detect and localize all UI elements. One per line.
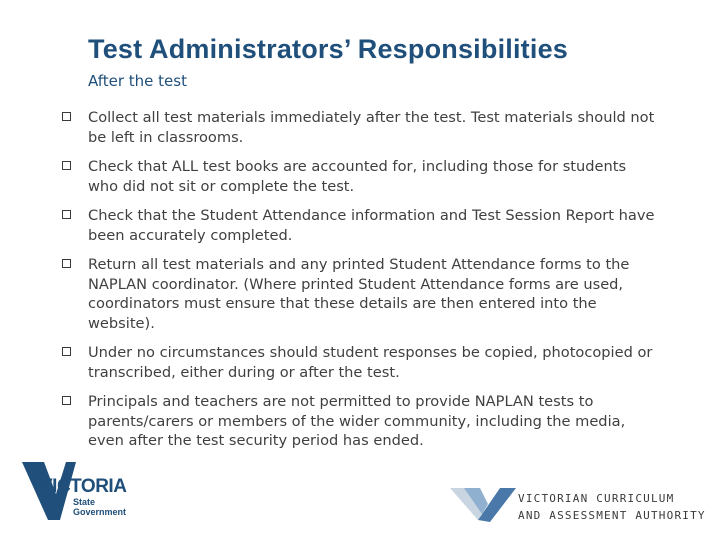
checkbox-square-icon	[62, 161, 71, 170]
checkbox-square-icon	[62, 259, 71, 268]
list-item	[60, 255, 660, 333]
list-item	[60, 343, 660, 382]
victoria-logo-subtext	[73, 497, 126, 517]
victoria-logo-line1: State	[73, 497, 96, 507]
vcaa-logo-mark	[450, 486, 516, 522]
vcaa-logo-line2: AND ASSESSMENT AUTHORITY	[518, 509, 706, 522]
list-item	[60, 108, 660, 147]
slide-subtitle: After the test	[88, 72, 187, 90]
checkbox-square-icon	[62, 396, 71, 405]
bullet-text: Return all test materials and any printed Student Attendance forms to the NAPLAN coordinator. (Where printed Student Attendance forms are used, coordinators must ensure that these details are then entered into the website).	[88, 256, 630, 332]
vcaa-logo-text	[518, 490, 706, 524]
list-item	[60, 206, 660, 245]
bullet-text: Principals and teachers are not permitted to provide NAPLAN tests to parents/carers or members of the wider community, including the media, even after the test security period has ended.	[88, 393, 626, 449]
checkbox-square-icon	[62, 112, 71, 121]
list-item	[60, 392, 660, 451]
slide-title: Test Administrators’ Responsibilities	[88, 34, 569, 64]
list-item	[60, 157, 660, 196]
victoria-logo-line2: Government	[73, 507, 127, 517]
victoria-logo-word: VICTORIA	[40, 476, 127, 497]
bullet-text: Under no circumstances should student responses be copied, photocopied or transcribed, either during or after the test.	[88, 344, 653, 381]
bullet-list	[60, 108, 660, 461]
checkbox-square-icon	[62, 210, 71, 219]
vcaa-logo-line1: VICTORIAN CURRICULUM	[518, 492, 675, 505]
bullet-text: Collect all test materials immediately after the test. Test materials should not be left in classrooms.	[88, 109, 655, 146]
checkbox-square-icon	[62, 347, 71, 356]
bullet-text: Check that the Student Attendance information and Test Session Report have been accurately completed.	[88, 207, 655, 244]
bullet-text: Check that ALL test books are accounted for, including those for students who did not sit or complete the test.	[88, 158, 627, 195]
